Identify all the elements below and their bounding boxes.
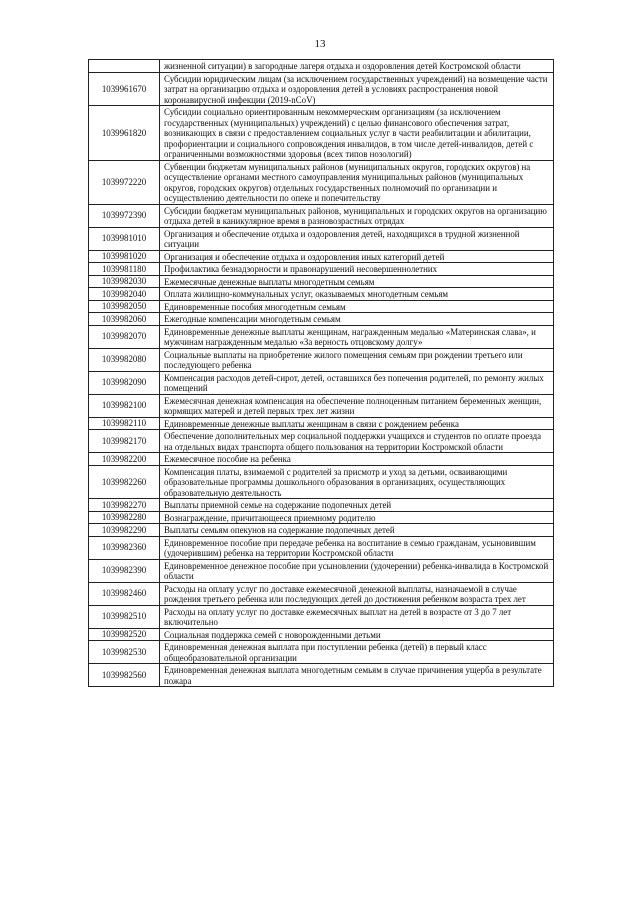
row-description: Единовременная денежная выплата многодетным семьям в случае причинения ущерба в результате пожара: [160, 664, 554, 687]
row-code: 1039972390: [89, 204, 160, 227]
row-description: Субвенции бюджетам муниципальных районов (муниципальных округов, городских округов) на осуществление органами местного самоуправления муниципальных районов (муниципальных округов, городских округов) отдельных государственных полномочий по организации и осуществлению деятельности по опеке и попечительству: [160, 160, 554, 204]
table-row: [89, 559, 554, 582]
row-code: 1039982560: [89, 664, 160, 687]
table-row: [89, 582, 554, 605]
row-description: Субсидии юридическим лицам (за исключением государственных учреждений) на возмещение части затрат на организацию отдыха и оздоровления детей в условиях распространения новой коронавирусной инфекции (2019-nCoV): [160, 72, 554, 106]
row-code: 1039982040: [89, 288, 160, 301]
table-row: [89, 605, 554, 628]
row-description: Ежемесячная денежная компенсация на обеспечение полноценным питанием беременных женщин, кормящих матерей и детей первых трех лет жизни: [160, 394, 554, 417]
row-code: 1039961670: [89, 72, 160, 106]
row-code: 1039982530: [89, 641, 160, 664]
row-description: Расходы на оплату услуг по доставке ежемесячных выплат на детей в возрасте от 3 до 7 лет включительно: [160, 605, 554, 628]
row-description: Расходы на оплату услуг по доставке ежемесячной денежной выплаты, назначаемой в случае рождения третьего ребенка или последующих детей до достижения ребенком возраста трех лет: [160, 582, 554, 605]
page-number: 13: [314, 38, 326, 50]
table-row: [89, 371, 554, 394]
row-code: 1039972220: [89, 160, 160, 204]
row-description: Компенсация расходов детей-сирот, детей, оставшихся без попечения родителей, по ремонту жилых помещений: [160, 371, 554, 394]
row-description: Организация и обеспечение отдыха и оздоровления иных категорий детей: [160, 250, 554, 263]
table-row: [89, 394, 554, 417]
row-description: Организация и обеспечение отдыха и оздоровления детей, находящихся в трудной жизненной ситуации: [160, 227, 554, 250]
table-row: [89, 511, 554, 524]
row-code: 1039982170: [89, 430, 160, 453]
row-description: Единовременное пособие при передаче ребенка на воспитание в семью гражданам, усыновившим (удочерившим) ребенка на территории Костромской области: [160, 536, 554, 559]
row-code: 1039961820: [89, 106, 160, 161]
row-description: Выплаты семьям опекунов на содержание подопечных детей: [160, 524, 554, 537]
table-row: [89, 325, 554, 348]
row-description: Субсидии бюджетам муниципальных районов, муниципальных и городских округов на организацию отдыха детей в каникулярное время в разновозрастных отрядах: [160, 204, 554, 227]
row-description: Социальные выплаты на приобретение жилого помещения семьям при рождении третьего или последующего ребенка: [160, 348, 554, 371]
row-code: 1039982080: [89, 348, 160, 371]
table-row: [89, 417, 554, 430]
table-row: [89, 664, 554, 687]
table-body: [89, 60, 554, 687]
table-row: [89, 536, 554, 559]
row-description: Единовременная денежная выплата при поступлении ребенка (детей) в первый класс общеобразовательной организации: [160, 641, 554, 664]
row-description: Вознаграждение, причитающееся приемному родителю: [160, 511, 554, 524]
row-description: Компенсация платы, взимаемой с родителей за присмотр и уход за детьми, осваивающими образовательные программы дошкольного образования в организациях, осуществляющих образовательную деятельность: [160, 465, 554, 499]
row-code: [89, 60, 160, 73]
table-row: [89, 524, 554, 537]
row-description: Единовременное денежное пособие при усыновлении (удочерении) ребенка-инвалида в Костромской области: [160, 559, 554, 582]
table-row: [89, 313, 554, 326]
table-row: [89, 263, 554, 276]
row-description: Единовременные денежные выплаты женщинам, награжденным медалью «Материнская слава», и мужчинам награжденным медалью «За верность отцовскому долгу»: [160, 325, 554, 348]
row-code: 1039982520: [89, 628, 160, 641]
table-row: [89, 72, 554, 106]
row-code: 1039982290: [89, 524, 160, 537]
row-code: 1039981180: [89, 263, 160, 276]
row-code: 1039982280: [89, 511, 160, 524]
row-code: 1039982460: [89, 582, 160, 605]
row-description: Выплаты приемной семье на содержание подопечных детей: [160, 499, 554, 512]
row-code: 1039982090: [89, 371, 160, 394]
row-description: Ежемесячное пособие на ребенка: [160, 453, 554, 466]
row-code: 1039981020: [89, 250, 160, 263]
table-row: [89, 430, 554, 453]
row-code: 1039982030: [89, 275, 160, 288]
row-code: 1039982270: [89, 499, 160, 512]
row-description: Единовременные пособия многодетным семьям: [160, 300, 554, 313]
row-description: Социальная поддержка семей с новорожденными детьми: [160, 628, 554, 641]
row-code: 1039982100: [89, 394, 160, 417]
row-code: 1039982110: [89, 417, 160, 430]
row-description: жизненной ситуации) в загородные лагеря отдыха и оздоровления детей Костромской области: [160, 60, 554, 73]
row-code: 1039982390: [89, 559, 160, 582]
row-description: Ежемесячные денежные выплаты многодетным семьям: [160, 275, 554, 288]
table-row: [89, 499, 554, 512]
table-row: [89, 628, 554, 641]
table-row: [89, 348, 554, 371]
row-code: 1039982200: [89, 453, 160, 466]
table-row: [89, 60, 554, 73]
row-code: 1039982510: [89, 605, 160, 628]
table-row: [89, 227, 554, 250]
row-description: Профилактика безнадзорности и правонарушений несовершеннолетних: [160, 263, 554, 276]
row-description: Единовременные денежные выплаты женщинам в связи с рождением ребенка: [160, 417, 554, 430]
table-row: [89, 288, 554, 301]
row-code: 1039982360: [89, 536, 160, 559]
row-description: Оплата жилищно-коммунальных услуг, оказываемых многодетным семьям: [160, 288, 554, 301]
table-row: [89, 465, 554, 499]
row-code: 1039981010: [89, 227, 160, 250]
row-code: 1039982070: [89, 325, 160, 348]
table-row: [89, 641, 554, 664]
budget-codes-table: [88, 59, 554, 687]
table-row: [89, 160, 554, 204]
row-description: Обеспечение дополнительных мер социальной поддержки учащихся и студентов по оплате проезда на отдельных видах транспорта общего пользования на территории Костромской области: [160, 430, 554, 453]
row-code: 1039982260: [89, 465, 160, 499]
table-row: [89, 204, 554, 227]
table-row: [89, 453, 554, 466]
row-code: 1039982050: [89, 300, 160, 313]
row-code: 1039982060: [89, 313, 160, 326]
table-row: [89, 250, 554, 263]
table-row: [89, 300, 554, 313]
row-description: Ежегодные компенсации многодетным семьям: [160, 313, 554, 326]
table-row: [89, 106, 554, 161]
row-description: Субсидии социально ориентированным некоммерческим организациям (за исключением государственных (муниципальных) учреждений) с целью финансового обеспечения затрат, возникающих в связи с предоставлением социальных услуг в части реабилитации и абилитации, профориентации и социального сопровождения инвалидов, в том числе детей-инвалидов, детей с ограниченными возможностями здоровья (всех типов нозологий): [160, 106, 554, 161]
table-row: [89, 275, 554, 288]
